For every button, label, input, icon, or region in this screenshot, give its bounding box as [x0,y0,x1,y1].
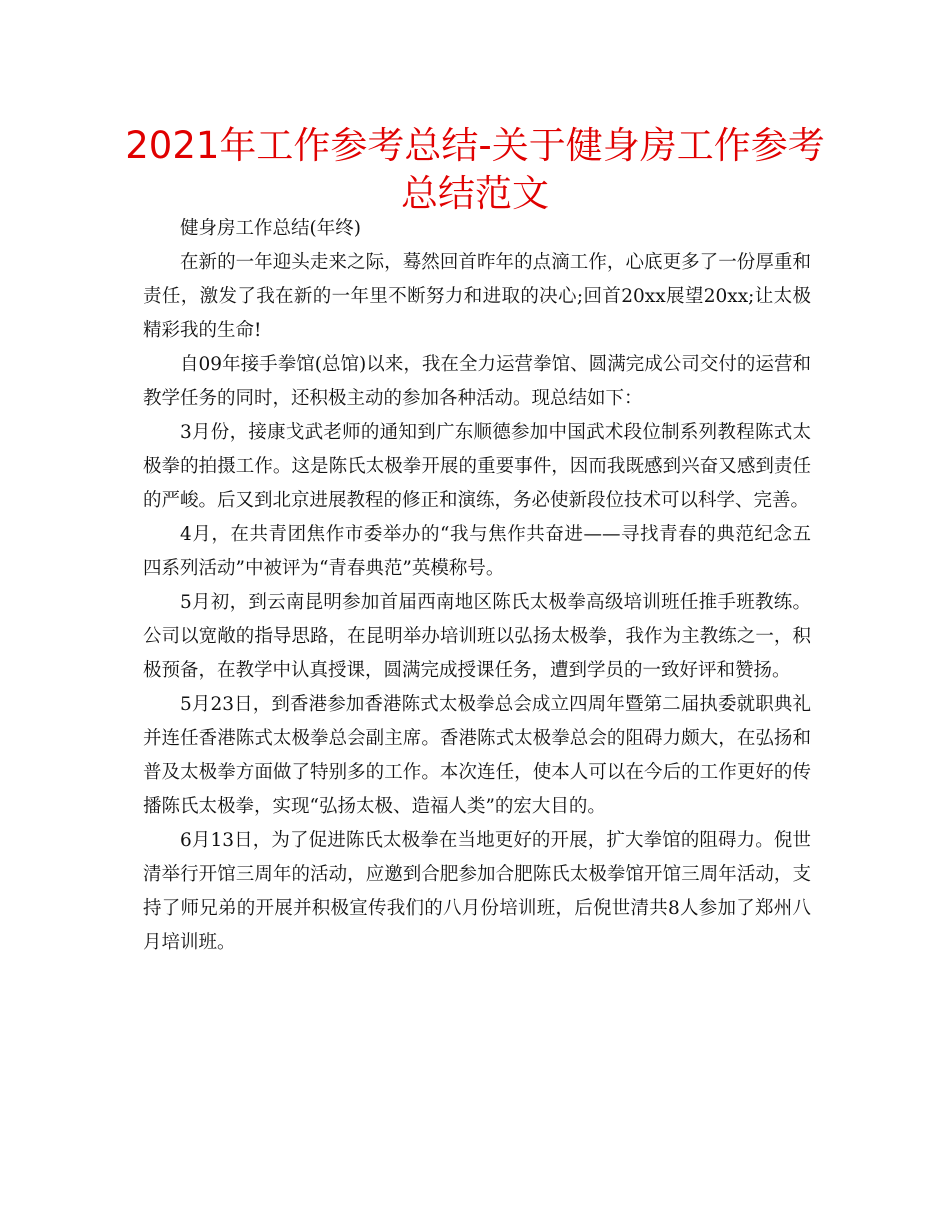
paragraph-april: 4月，在共青团焦作市委举办的“我与焦作共奋进——寻找青春的典范纪念五四系列活动”中被评为“青春典范”英模称号。 [143,524,811,579]
paragraph-march: 3月份，接康戈武老师的通知到广东顺德参加中国武术段位制系列教程陈式太极拳的拍摄工作。这是陈氏太极拳开展的重要事件，因而我既感到兴奋又感到责任的严峻。后又到北京进展教程的修正和演练，务必使新段位技术可以科学、完善。 [143,422,811,511]
document-body [143,212,811,960]
paragraph-may-early: 5月初，到云南昆明参加首届西南地区陈氏太极拳高级培训班任推手班教练。公司以宽敞的指导思路，在昆明举办培训班以弘扬太极拳，我作为主教练之一，积极预备，在教学中认真授课，圆满完成授课任务，遭到学员的一致好评和赞扬。 [143,592,811,681]
paragraph-intro: 在新的一年迎头走来之际，蓦然回首昨年的点滴工作，心底更多了一份厚重和责任，激发了我在新的一年里不断努力和进取的决心;回首20xx展望20xx;让太极精彩我的生命! [143,252,811,341]
document-title: 2021年工作参考总结-关于健身房工作参考总结范文 [125,124,825,215]
paragraph-overview: 自09年接手拳馆(总馆)以来，我在全力运营拳馆、圆满完成公司交付的运营和教学任务的同时，还积极主动的参加各种活动。现总结如下： [143,354,811,409]
paragraph-june-13: 6月13日，为了促进陈氏太极拳在当地更好的开展，扩大拳馆的阻碍力。倪世清举行开馆三周年的活动，应邀到合肥参加合肥陈氏太极拳馆开馆三周年活动，支持了师兄弟的开展并积极宣传我们的八月份培训班，后倪世清共8人参加了郑州八月培训班。 [143,830,811,953]
paragraph-may-23: 5月23日，到香港参加香港陈式太极拳总会成立四周年暨第二届执委就职典礼并连任香港陈式太极拳总会副主席。香港陈式太极拳总会的阻碍力颇大，在弘扬和普及太极拳方面做了特别多的工作。本次连任，使本人可以在今后的工作更好的传播陈氏太极拳，实现“弘扬太极、造福人类”的宏大目的。 [143,694,811,817]
paragraph-subtitle: 健身房工作总结(年终) [180,218,361,239]
